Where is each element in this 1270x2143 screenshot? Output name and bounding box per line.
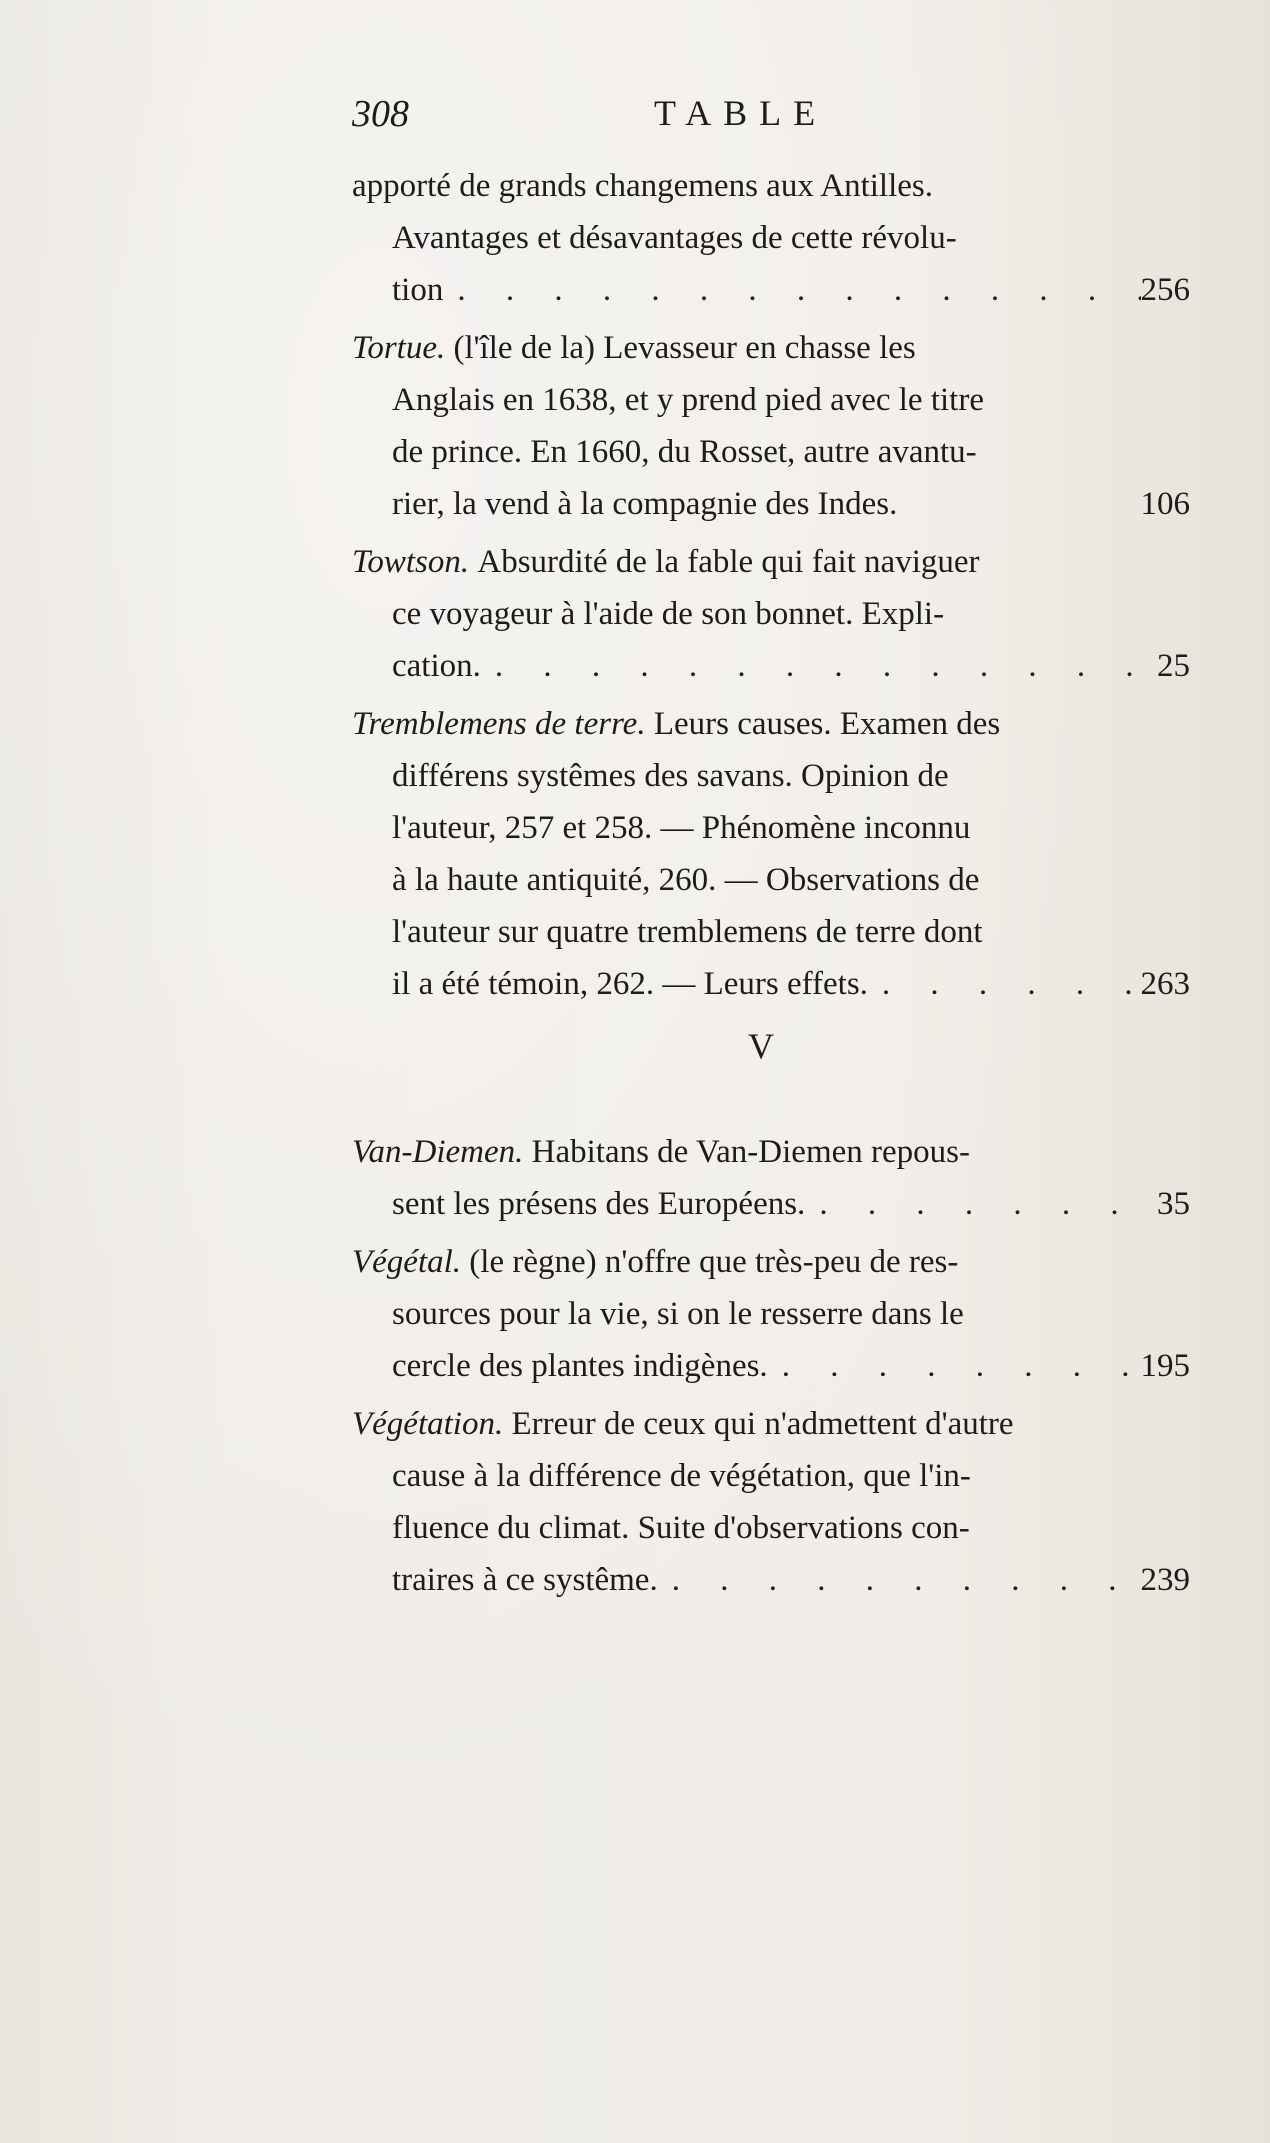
entry-line — [352, 536, 1190, 588]
entry-text: à la haute antiquité, 260. — Observations de — [392, 862, 980, 898]
entry-line — [352, 426, 1190, 478]
page-reference: 106 — [1140, 486, 1190, 522]
index-entries — [352, 160, 1190, 1612]
entry-line-with-page — [352, 264, 1190, 316]
dot-leader — [868, 958, 1141, 1010]
entry-line — [352, 1450, 1190, 1502]
entry-line — [352, 1288, 1190, 1340]
entry-line — [352, 854, 1190, 906]
entry-line-with-page — [352, 1340, 1190, 1392]
dot-leader — [658, 1554, 1141, 1606]
entry-line-with-page — [352, 1554, 1190, 1606]
entry-text: différens systêmes des savans. Opinion de — [392, 758, 949, 794]
index-entry — [352, 698, 1190, 1010]
index-entry — [352, 536, 1190, 692]
entry-text: cause à la différence de végétation, que l'in- — [392, 1458, 971, 1494]
page-reference: 195 — [1140, 1348, 1190, 1384]
entry-line — [352, 906, 1190, 958]
entry-text: apporté de grands changemens aux Antilles. — [352, 168, 933, 204]
page-reference: 256 — [1140, 272, 1190, 308]
entry-line-with-page — [352, 640, 1190, 692]
entry-line — [352, 374, 1190, 426]
entry-line — [352, 1236, 1190, 1288]
entry-text: Erreur de ceux qui n'admettent d'autre — [511, 1406, 1014, 1442]
page-number: 308 — [352, 93, 409, 135]
entry-text: ce voyageur à l'aide de son bonnet. Expli- — [392, 596, 945, 632]
section-letter: V — [748, 1026, 774, 1066]
entry-line — [352, 1502, 1190, 1554]
running-title: TABLE — [654, 93, 828, 133]
entry-text: Habitans de Van-Diemen repous- — [531, 1134, 970, 1170]
page-reference: 263 — [1140, 966, 1190, 1002]
entry-text: de prince. En 1660, du Rosset, autre avantu- — [392, 434, 977, 470]
index-entry — [352, 1398, 1190, 1606]
entry-line — [352, 802, 1190, 854]
page-reference: 35 — [1157, 1186, 1190, 1222]
dot-leader — [443, 264, 1140, 316]
entry-text: fluence du climat. Suite d'observations con- — [392, 1510, 970, 1546]
entry-text: sent les présens des Européens. — [392, 1186, 806, 1222]
entry-text: il a été témoin, 262. — Leurs effets. — [392, 966, 868, 1002]
entry-keyword: Tremblemens de terre. — [352, 706, 646, 742]
index-entry — [352, 322, 1190, 530]
entry-text: Leurs causes. Examen des — [653, 706, 1001, 742]
entry-text: sources pour la vie, si on le resserre dans le — [392, 1296, 964, 1332]
entry-text: l'auteur, 257 et 258. — Phénomène inconnu — [392, 810, 971, 846]
dot-leader — [481, 640, 1157, 692]
entry-line — [352, 698, 1190, 750]
entry-line — [352, 750, 1190, 802]
dot-leader — [805, 1178, 1157, 1230]
entry-text: cation. — [392, 648, 481, 684]
entry-text: cercle des plantes indigènes. — [392, 1348, 768, 1384]
dot-leader — [768, 1340, 1141, 1392]
entry-line — [352, 588, 1190, 640]
entry-text: Avantages et désavantages de cette révolu- — [392, 220, 957, 256]
entry-line-with-page — [352, 958, 1190, 1010]
entry-text: (le règne) n'offre que très-peu de res- — [469, 1244, 959, 1280]
entry-line-with-page — [352, 1178, 1190, 1230]
entry-line — [352, 322, 1190, 374]
page-reference: 25 — [1157, 648, 1190, 684]
entry-line — [352, 160, 1190, 212]
entry-text: tion — [392, 272, 444, 308]
entry-keyword: Van-Diemen. — [352, 1134, 524, 1170]
entry-text: rier, la vend à la compagnie des Indes. — [392, 486, 898, 522]
index-entry — [352, 160, 1190, 316]
entry-keyword: Végétation. — [352, 1406, 504, 1442]
entry-line — [352, 1126, 1190, 1178]
index-entry — [352, 1236, 1190, 1392]
index-entry — [352, 1126, 1190, 1230]
entry-text: traires à ce systême. — [392, 1562, 658, 1598]
entry-keyword: Towtson. — [352, 544, 470, 580]
entry-text: l'auteur sur quatre tremblemens de terre dont — [392, 914, 983, 950]
page-header — [352, 92, 1197, 142]
entry-keyword: Tortue. — [352, 330, 446, 366]
entry-text: Absurdité de la fable qui fait naviguer — [477, 544, 980, 580]
entry-text: (l'île de la) Levasseur en chasse les — [453, 330, 916, 366]
entry-keyword: Végétal. — [352, 1244, 462, 1280]
entry-text: Anglais en 1638, et y prend pied avec le titre — [392, 382, 984, 418]
entry-line-with-page — [352, 478, 1190, 530]
page-reference: 239 — [1140, 1562, 1190, 1598]
entry-line — [352, 212, 1190, 264]
entry-line — [352, 1398, 1190, 1450]
